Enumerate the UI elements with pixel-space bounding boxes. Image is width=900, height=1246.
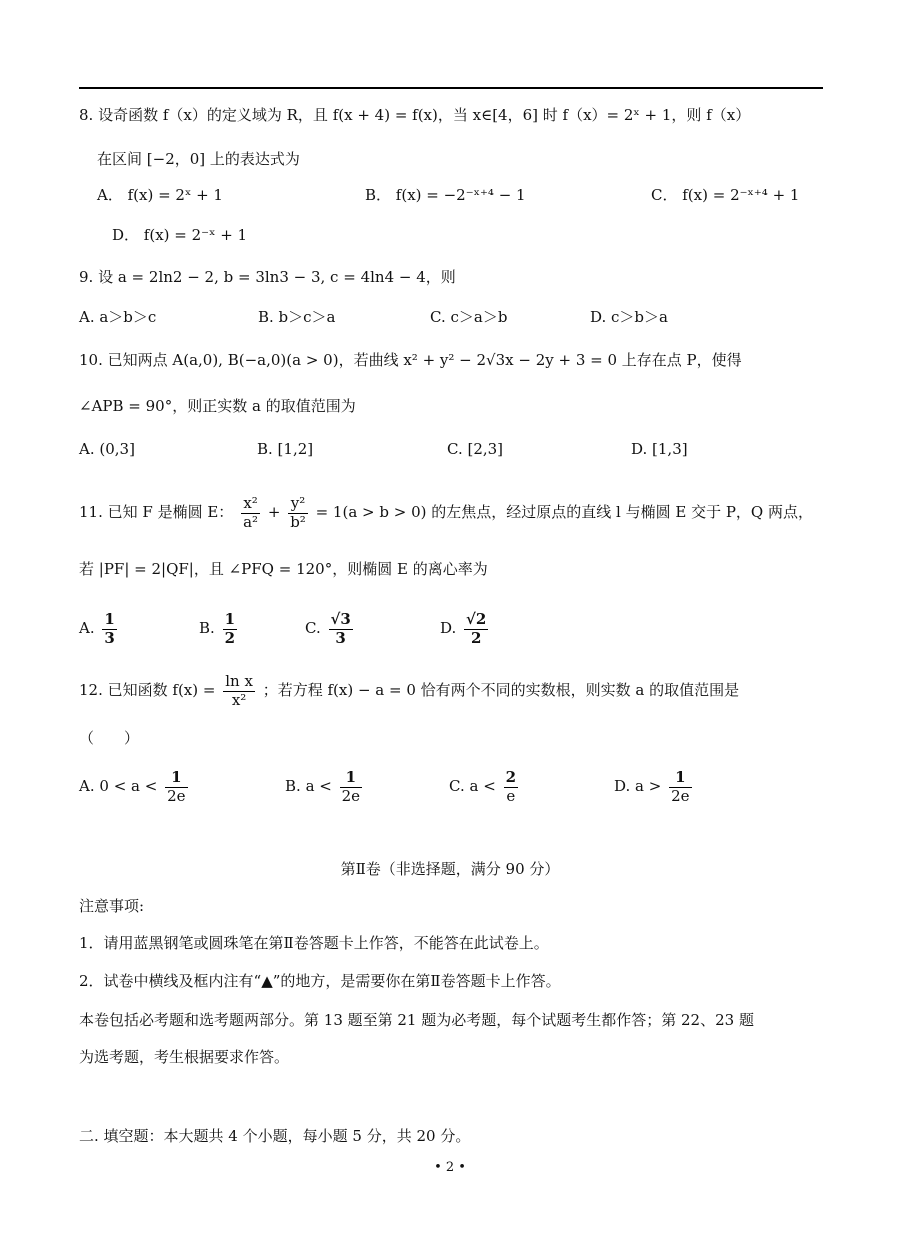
q9-option-c: C. c＞a＞b (430, 308, 508, 326)
option-inequality: a < (305, 777, 332, 795)
q12-stem-post: ；若方程 f(x) − a = 0 恰有两个不同的实数根，则实数 a 的取值范围是 (262, 681, 740, 699)
q8-option-b: B． f(x) = −2⁻ˣ⁺⁴ − 1 (365, 186, 526, 204)
q8-option-a: A． f(x) = 2ˣ + 1 (97, 186, 223, 204)
q12-option-b (285, 764, 365, 808)
part2-title: 第Ⅱ卷（非选择题，满分 90 分） (340, 860, 560, 878)
q10-stem-line1: 10. 已知两点 A(a,0), B(−a,0)(a > 0)，若曲线 x² + y² − 2√3x − 2y + 3 = 0 上存在点 P，使得 (79, 351, 742, 369)
q11-option-d (440, 606, 491, 650)
option-fraction (504, 769, 518, 805)
option-label: A. (79, 619, 95, 637)
option-fraction (223, 611, 237, 647)
function-fraction (223, 673, 255, 709)
option-label: C. (305, 619, 321, 637)
option-denominator: 2e (341, 786, 361, 805)
page-number: • 2 • (434, 1160, 466, 1175)
part2-description-line1: 本卷包括必考题和选考题两部分。第 13 题至第 21 题为必考题，每个试题考生都作答；第 22、23 题 (79, 1011, 754, 1029)
option-inequality: a > (635, 777, 662, 795)
q9-option-a: A. a＞b＞c (79, 308, 157, 326)
q12-stem-pre: 12. 已知函数 f(x) = (79, 681, 221, 699)
ellipse-x-numerator: x² (241, 495, 260, 513)
option-denominator: 2 (224, 628, 236, 647)
q10-option-c: C. [2,3] (447, 440, 504, 458)
notice-item-2: 2．试卷中横线及框内注有“▲”的地方，是需要你在第Ⅱ卷答题卡上作答。 (79, 972, 561, 990)
option-label: D. (614, 777, 631, 795)
q11-stem-line2: 若 |PF| = 2|QF|，且 ∠PFQ = 120°，则椭圆 E 的离心率为 (79, 560, 488, 578)
option-numerator: 1 (340, 769, 362, 787)
q12-answer-paren: （ ） (79, 729, 140, 747)
option-inequality: a < (469, 777, 496, 795)
ellipse-x-fraction (241, 495, 260, 531)
option-fraction (165, 769, 187, 805)
q9-option-b: B. b＞c＞a (258, 308, 336, 326)
q11-stem-line1 (79, 490, 813, 534)
option-denominator: 2e (167, 786, 186, 805)
q8-stem-line2: 在区间 [−2，0] 上的表达式为 (97, 150, 300, 168)
option-fraction (464, 611, 488, 647)
option-label: D. (440, 619, 457, 637)
option-numerator: 1 (104, 610, 115, 629)
q9-option-d: D. c＞b＞a (590, 308, 668, 326)
option-denominator: 3 (335, 628, 346, 647)
option-fraction (669, 769, 691, 805)
ellipse-y-numerator: y² (288, 495, 308, 513)
ellipse-y-fraction (288, 495, 308, 531)
q10-stem-line2: ∠APB = 90°，则正实数 a 的取值范围为 (79, 397, 356, 415)
function-numerator: ln x (225, 672, 253, 691)
option-fraction (102, 611, 116, 647)
ellipse-x-denominator: a² (243, 512, 259, 531)
option-numerator: 1 (669, 769, 691, 787)
q12-option-d (614, 764, 695, 808)
q11-option-b (199, 606, 240, 650)
q10-option-a: A. (0,3] (79, 440, 135, 458)
ellipse-y-denominator: b² (290, 512, 306, 531)
option-numerator: 1 (165, 769, 187, 787)
option-label: B. (199, 619, 215, 637)
option-denominator: 2 (470, 628, 482, 647)
q8-option-c: C． f(x) = 2⁻ˣ⁺⁴ + 1 (651, 186, 800, 204)
q8-stem-line1: 8. 设奇函数 f（x）的定义域为 R，且 f(x + 4) = f(x)，当 x∈[4，6] 时 f（x）= 2ˣ + 1，则 f（x） (79, 106, 751, 124)
q8-option-d: D． f(x) = 2⁻ˣ + 1 (112, 226, 248, 244)
option-label: C. (449, 777, 465, 795)
q11-stem-post: = 1(a > b > 0) 的左焦点，经过原点的直线 l 与椭圆 E 交于 P，Q 两点， (315, 503, 813, 521)
option-label: B. (285, 777, 301, 795)
option-denominator: 2e (671, 786, 690, 805)
option-inequality: 0 < a < (99, 777, 158, 795)
option-label: A. (79, 777, 95, 795)
option-numerator: 1 (224, 610, 236, 629)
q11-stem-pre: 11. 已知 F 是椭圆 E： (79, 503, 234, 521)
option-denominator: e (506, 786, 516, 805)
ellipse-plus-sign: + (267, 503, 281, 521)
function-denominator: x² (231, 690, 247, 709)
option-numerator: √2 (466, 610, 487, 629)
option-fraction (340, 769, 362, 805)
q12-option-a (79, 764, 191, 808)
option-numerator: 2 (505, 768, 516, 787)
notice-heading: 注意事项: (79, 897, 145, 915)
section2-heading: 二. 填空题：本大题共 4 个小题，每小题 5 分，共 20 分。 (79, 1127, 471, 1145)
option-numerator: √3 (330, 610, 351, 629)
q10-option-b: B. [1,2] (257, 440, 314, 458)
option-denominator: 3 (104, 628, 115, 647)
notice-item-1: 1．请用蓝黑钢笔或圆珠笔在第Ⅱ卷答题卡上作答，不能答在此试卷上。 (79, 934, 549, 952)
option-fraction (329, 611, 353, 647)
q9-stem: 9. 设 a = 2ln2 − 2, b = 3ln3 − 3, c = 4ln4 − 4，则 (79, 268, 456, 286)
q12-stem-line1 (79, 668, 739, 712)
q12-option-c (449, 764, 521, 808)
header-rule (79, 87, 823, 89)
q10-option-d: D. [1,3] (631, 440, 688, 458)
part2-description-line2: 为选考题，考生根据要求作答。 (79, 1048, 290, 1066)
q11-option-c (305, 606, 356, 650)
q11-option-a (79, 606, 120, 650)
